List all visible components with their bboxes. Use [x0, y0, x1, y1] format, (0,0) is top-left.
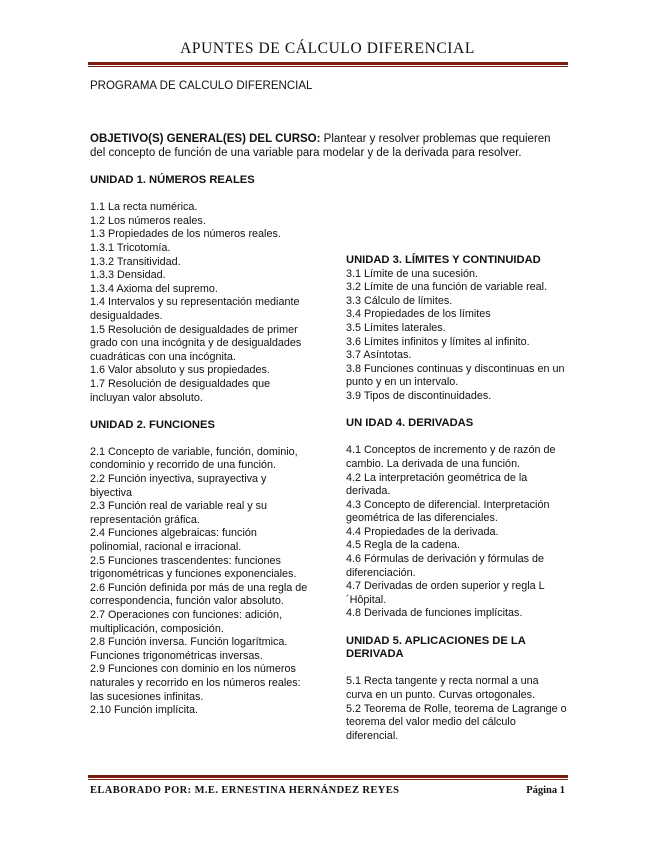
list-item: 2.6 Función definida por más de una regla de correspondencia, función valor absoluto. [90, 581, 308, 608]
list-item: 3.2 Límite de una función de variable real. [346, 281, 548, 294]
header-rule-thick [88, 62, 568, 65]
list-item: 2.2 Función inyectiva, suprayectiva y biyectiva [90, 473, 267, 499]
list-item: 2.8 Función inversa. Función logarítmica. Funciones trigonométricas inversas. [90, 636, 288, 662]
list-item: 1.5 Resolución de desigualdades de primer grado con una incógnita y de desigualdades cuadráticas con una incógnita. [90, 323, 302, 363]
list-item: 2.7 Operaciones con funciones: adición, multiplicación, composición. [90, 609, 283, 635]
list-item: 4.1 Conceptos de incremento y de razón de cambio. La derivada de una función. [346, 444, 556, 470]
unit-5-list [346, 675, 568, 743]
unit-5-title: UNIDAD 5. APLICACIONES DE LA DERIVADA [346, 634, 526, 661]
unit-2-title: UNIDAD 2. FUNCIONES [90, 418, 215, 431]
list-item: 4.7 Derivadas de orden superior y regla L´Hôpital. [346, 580, 545, 606]
list-item: 1.3.4 Axioma del supremo. [90, 282, 218, 295]
list-item: 3.4 Propiedades de los límites [346, 308, 491, 321]
list-item: 1.3 Propiedades de los números reales. [90, 228, 281, 241]
program-title: PROGRAMA DE CALCULO DIFERENCIAL [90, 80, 313, 92]
list-item: 3.3 Cálculo de límites. [346, 294, 453, 307]
list-item: 3.9 Tipos de discontinuidades. [346, 389, 492, 402]
unit-3-list [346, 268, 568, 404]
list-item: 4.5 Regla de la cadena. [346, 539, 461, 552]
unit-4-list [346, 444, 568, 621]
objective-text: Plantear y resolver problemas que requieren del concepto de función de una variable para modelar y de la derivada para resolver. [90, 133, 551, 159]
footer-rule-thin [88, 779, 568, 780]
unit-1-list [90, 201, 310, 405]
list-item: 1.2 Los números reales. [90, 214, 206, 227]
list-item: 5.2 Teorema de Rolle, teorema de Lagrange o teorema del valor medio del cálculo diferencial. [346, 702, 567, 742]
list-item: 3.1 Límite de una sucesión. [346, 267, 479, 280]
list-item: 2.5 Funciones trascendentes: funciones trigonométricas y funciones exponenciales. [90, 554, 297, 581]
list-item: 5.1 Recta tangente y recta normal a una curva en un punto. Curvas ortogonales. [346, 675, 539, 701]
unit-3-title: UNIDAD 3. LÍMITES Y CONTINUIDAD [346, 254, 541, 266]
list-item: 2.1 Concepto de variable, función, dominio, condominio y recorrido de una función. [90, 445, 298, 472]
list-item: 1.1 La recta numérica. [90, 201, 198, 214]
list-item: 1.3.1 Tricotomía. [90, 241, 171, 254]
list-item: 4.3 Concepto de diferencial. Interpretación geométrica de las diferenciales. [346, 498, 550, 525]
unit-4-title: UN IDAD 4. DERIVADAS [346, 417, 474, 430]
list-item: 4.6 Fórmulas de derivación y fórmulas de diferenciación. [346, 553, 545, 579]
footer-page-number: Página 1 [526, 785, 565, 796]
right-column [346, 254, 568, 743]
header-rule-thin [88, 66, 568, 67]
list-item: 1.3.3 Densidad. [90, 269, 166, 282]
unit-1-title: UNIDAD 1. NÚMEROS REALES [90, 174, 255, 186]
list-item: 4.8 Derivada de funciones implícitas. [346, 607, 523, 620]
list-item: 1.4 Intervalos y su representación mediante desigualdades. [90, 296, 300, 322]
list-item: 3.8 Funciones continuas y discontinuas en un punto y en un intervalo. [346, 362, 565, 389]
footer-rule-thick [88, 775, 568, 778]
list-item: 2.9 Funciones con dominio en los números naturales y recorrido en los números reales: las sucesiones infinitas. [90, 663, 301, 703]
page-header-title: APUNTES DE CÁLCULO DIFERENCIAL [180, 40, 475, 57]
list-item: 4.2 La interpretación geométrica de la derivada. [346, 471, 528, 498]
list-item: 3.5 Límites laterales. [346, 321, 446, 334]
list-item: 4.4 Propiedades de la derivada. [346, 525, 499, 538]
list-item: 1.6 Valor absoluto y sus propiedades. [90, 364, 270, 377]
objective-label: OBJETIVO(S) GENERAL(ES) DEL CURSO: [90, 133, 321, 145]
list-item: 1.7 Resolución de desigualdades que incluyan valor absoluto. [90, 377, 271, 404]
list-item: 1.3.2 Transitividad. [90, 255, 181, 268]
list-item: 3.7 Asíntotas. [346, 349, 412, 362]
objective-paragraph [90, 133, 568, 161]
unit-2-list [90, 446, 310, 718]
list-item: 2.10 Función implícita. [90, 704, 199, 717]
left-column [90, 174, 310, 718]
footer-author: ELABORADO POR: M.E. ERNESTINA HERNÁNDEZ REYES [90, 785, 400, 796]
list-item: 3.6 Límites infinitos y límites al infinito. [346, 335, 530, 348]
list-item: 2.4 Funciones algebraicas: función polinomial, racional e irracional. [90, 527, 257, 554]
list-item: 2.3 Función real de variable real y su representación gráfica. [90, 500, 268, 526]
